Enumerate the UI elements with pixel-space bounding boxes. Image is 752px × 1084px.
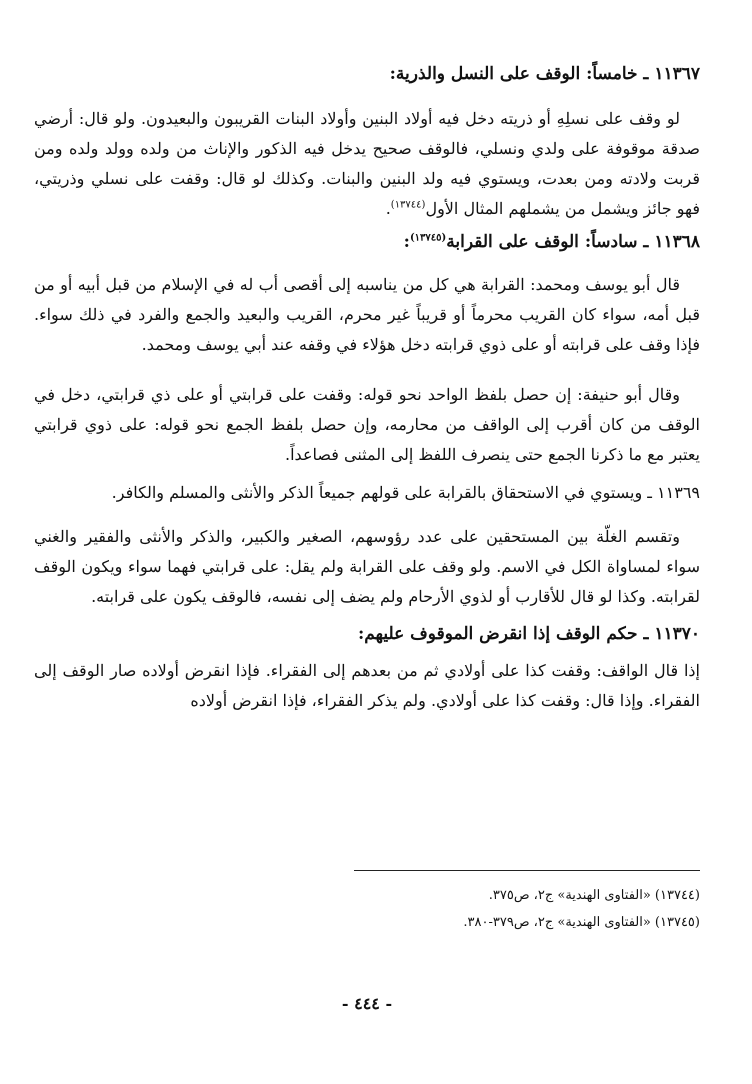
section-heading-11370: ١١٣٧٠ ـ حكم الوقف إذا انقرض الموقوف عليهم:: [357, 624, 700, 644]
footnotes: [34, 882, 700, 936]
footnote-ref-13745: (١٣٧٤٥): [409, 232, 447, 244]
paragraph-11367: [34, 104, 700, 224]
paragraph-text: لو وقف على نسلِهِ أو ذريته دخل فيه أولاد البنين وأولاد البنات القريبون والبعيدون. ولو قال: أرضي صدقة موقوفة على ولدي ونسلي، فالوقف صحيح يدخل فيه الذكور والإناث من ولده وولد ولده ومن قربت ولادته ومن بعدت، ويستوي فيه ولد البنين والبنات. وكذلك لو قال: وقفت على نسلي وذريتي، فهو جائز ويشمل من يشملهم المثال الأول: [34, 109, 700, 218]
book-page: [34, 58, 700, 1084]
paragraph-11370: إذا قال الواقف: وقفت كذا على أولادي ثم من بعدهم إلى الفقراء. فإذا انقرض أولاده صار الوقف إلى الفقراء. وإذا قال: وقفت كذا على أولادي. ولم يذكر الفقراء، فإذا انقرض أولاده: [34, 661, 701, 710]
footnote-13744: (١٣٧٤٤) «الفتاوى الهندية» ج٢، ص٣٧٥.: [488, 888, 700, 903]
heading-text: ١١٣٦٨ ـ سادساً: الوقف على القرابة: [446, 232, 700, 252]
paragraph-11369-b: وتقسم الغلّة بين المستحقين على عدد رؤوسهم، الصغير والكبير، والذكر والأنثى والفقير والغني سواء لمساواة الكل في الاسم. ولو وقف على القرابة ولم يقل: على قرابتي فهما سواء ويكون الوقف لقرابته. وكذا لو قال للأقارب أو لذوي الأرحام ولم يضف إلى نفسه، فالوقف يكون على قرابته.: [34, 527, 700, 606]
paragraph-11368-a: قال أبو يوسف ومحمد: القرابة هي كل من يناسبه إلى أقصى أب له في الإسلام من قبل أبيه أو من قبل أمه، سواء كان القريب محرماً أو قريباً غير محرم، القريب والبعيد والجمع والفرد في ذلك سواء. فإذا وقف على قرابته أو على ذوي قرابته دخل هؤلاء في وقفه عند أبي يوسف ومحمد.: [34, 275, 700, 354]
heading-end: :: [403, 232, 410, 252]
footnote-divider: [354, 870, 700, 871]
paragraph-end: .: [385, 199, 391, 218]
section-heading-11368: [34, 228, 700, 256]
paragraph-11368-b: وقال أبو حنيفة: إن حصل بلفظ الواحد نحو قوله: وقفت على قرابتي أو على ذي قرابتي، دخل في الوقف من كان أقرب إلى الواقف من محارمه، وإن حصل بلفظ الجمع نحو قوله: على ذوي قرابتي يعتبر مع ما ذكرنا الجمع حتى ينصرف اللفظ إلى المثنى فصاعداً.: [34, 385, 700, 464]
footnote-ref-13744: (١٣٧٤٤): [390, 199, 426, 211]
page-number: - ٤٤٤ -: [341, 994, 393, 1013]
paragraph-11369-a: ١١٣٦٩ ـ ويستوي في الاستحقاق بالقرابة على قولهم جميعاً الذكر والأنثى والمسلم والكافر.: [111, 483, 700, 502]
footnote-13745: (١٣٧٤٥) «الفتاوى الهندية» ج٢، ص٣٧٩-٣٨٠.: [463, 915, 700, 930]
section-heading-11367: ١١٣٦٧ ـ خامساً: الوقف على النسل والذرية:: [389, 64, 700, 84]
